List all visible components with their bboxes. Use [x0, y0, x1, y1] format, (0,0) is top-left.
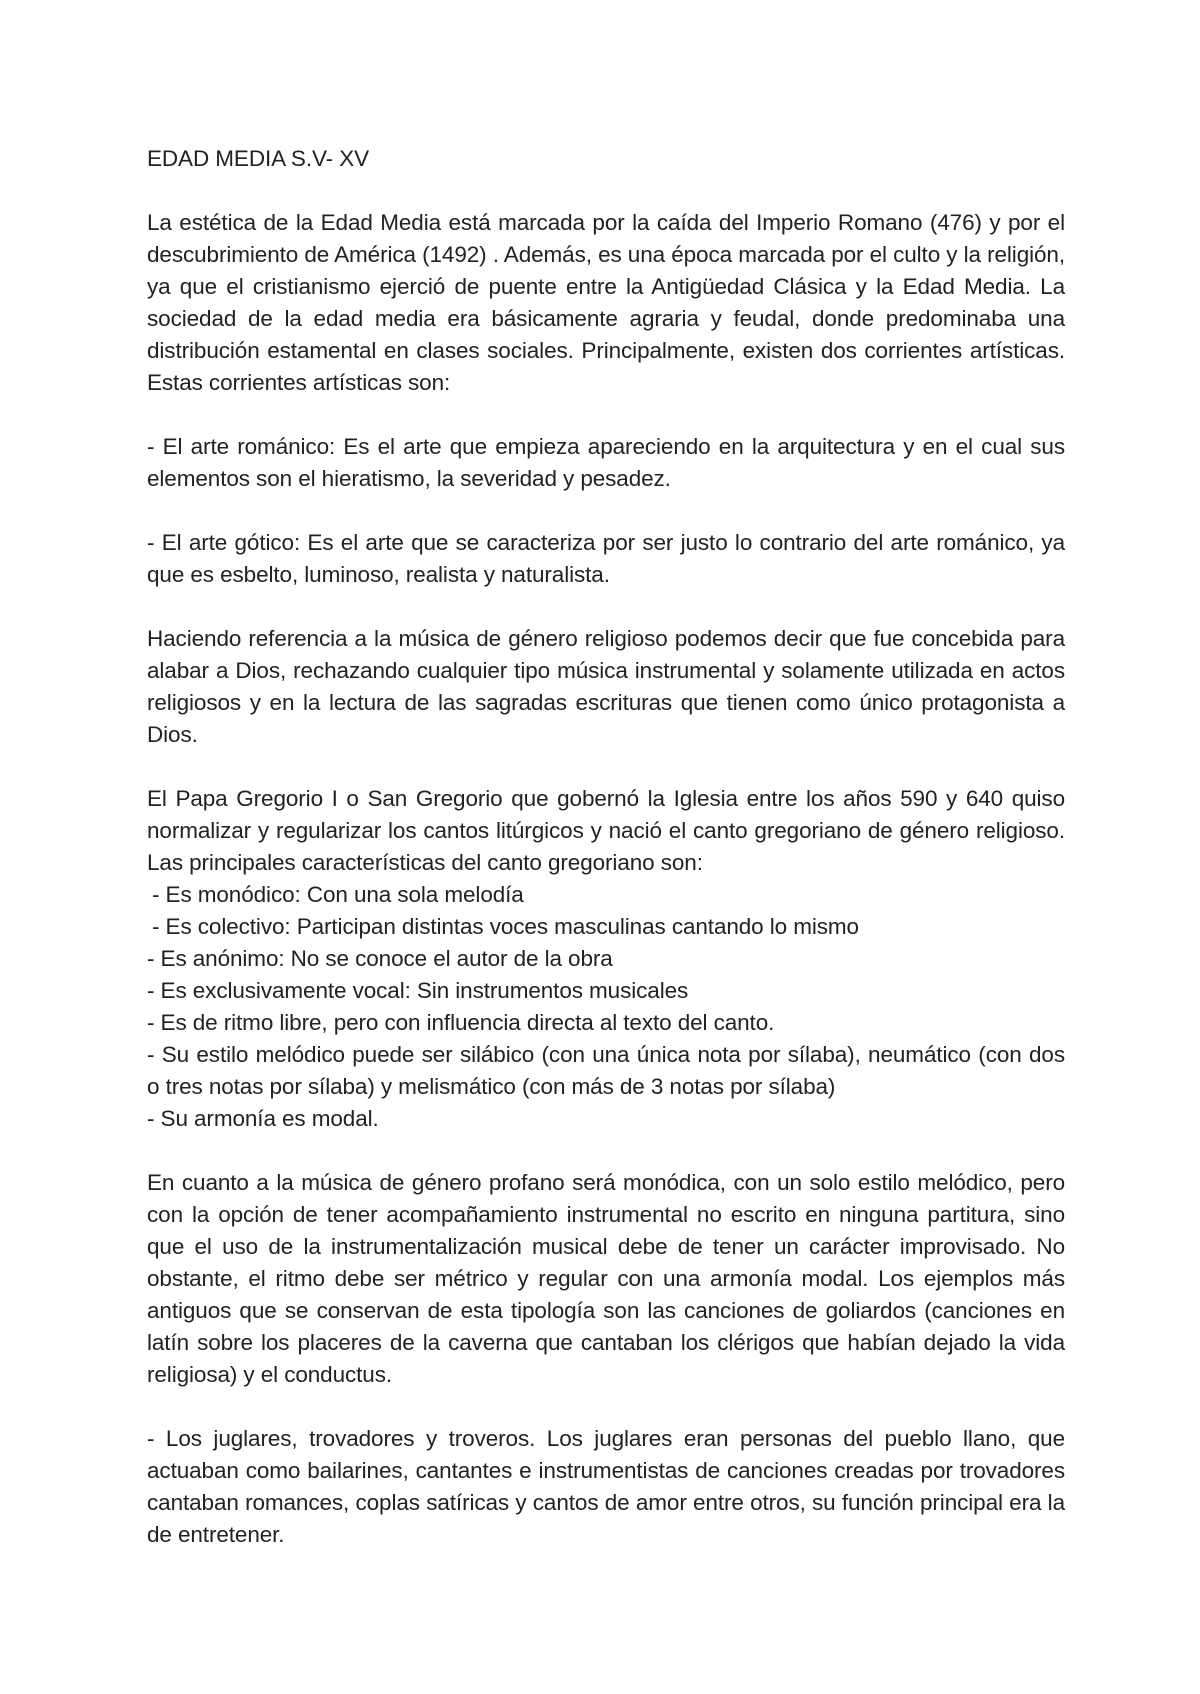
romanico-bullet: - El arte románico: Es el arte que empieza apareciendo en la arquitectura y en el cual sus elementos son el hieratismo, la severidad y pesadez. — [147, 434, 1065, 491]
profane-music-paragraph: En cuanto a la música de género profano será monódica, con un solo estilo melódico, pero con la opción de tener acompañamiento instrumental no escrito en ninguna partitura, sino que el uso de la instrumentalización musical debe de tener un carácter improvisado. No obstante, el ritmo debe ser métrico y regular con una armonía modal. Los ejemplos más antiguos que se conservan de esta tipología son las canciones de goliardos (canciones en latín sobre los placeres de la caverna que cantaban los clérigos que habían dejado la vida religiosa) y el conductus. — [147, 1170, 1065, 1387]
religious-music-paragraph: Haciendo referencia a la música de género religioso podemos decir que fue concebida para alabar a Dios, rechazando cualquier tipo música instrumental y solamente utilizada en actos religiosos y en la lectura de las sagradas escrituras que tienen como único protagonista a Dios. — [147, 626, 1065, 747]
gregorian-item: - Es de ritmo libre, pero con influencia directa al texto del canto. — [147, 1010, 775, 1035]
gregorian-item: - Es monódico: Con una sola melodía — [152, 882, 524, 907]
intro-paragraph: La estética de la Edad Media está marcada por la caída del Imperio Romano (476) y por el descubrimiento de América (1492) . Además, es una época marcada por el culto y la religión, ya que el cristianismo ejerció de puente entre la Antigüedad Clásica y la Edad Media. La sociedad de la edad media era básicamente agraria y feudal, donde predominaba una distribución estamental en clases sociales. Principalmente, existen dos corrientes artísticas. Estas corrientes artísticas son: — [147, 210, 1065, 395]
document-title: EDAD MEDIA S.V- XV — [147, 146, 370, 171]
gregorian-item: - Es colectivo: Participan distintas voces masculinas cantando lo mismo — [152, 914, 859, 939]
gregorian-item: - Es anónimo: No se conoce el autor de la obra — [147, 946, 613, 971]
gregorian-item: - Su armonía es modal. — [147, 1106, 379, 1131]
gregorian-section — [147, 783, 1065, 1135]
gregorian-item: - Su estilo melódico puede ser silábico (con una única nota por sílaba), neumático (con dos o tres notas por sílaba) y melismático (con más de 3 notas por sílaba) — [147, 1042, 1065, 1099]
gotico-bullet: - El arte gótico: Es el arte que se caracteriza por ser justo lo contrario del arte románico, ya que es esbelto, luminoso, realista y naturalista. — [147, 530, 1065, 587]
gregorian-item: - Es exclusivamente vocal: Sin instrumentos musicales — [147, 978, 689, 1003]
document-page — [147, 143, 1065, 1583]
gregorian-intro: El Papa Gregorio I o San Gregorio que gobernó la Iglesia entre los años 590 y 640 quiso normalizar y regularizar los cantos litúrgicos y nació el canto gregoriano de género religioso. Las principales características del canto gregoriano son: — [147, 786, 1065, 875]
juglares-bullet: - Los juglares, trovadores y troveros. Los juglares eran personas del pueblo llano, que actuaban como bailarines, cantantes e instrumentistas de canciones creadas por trovadores cantaban romances, coplas satíricas y cantos de amor entre otros, su función principal era la de entretener. — [147, 1426, 1065, 1547]
